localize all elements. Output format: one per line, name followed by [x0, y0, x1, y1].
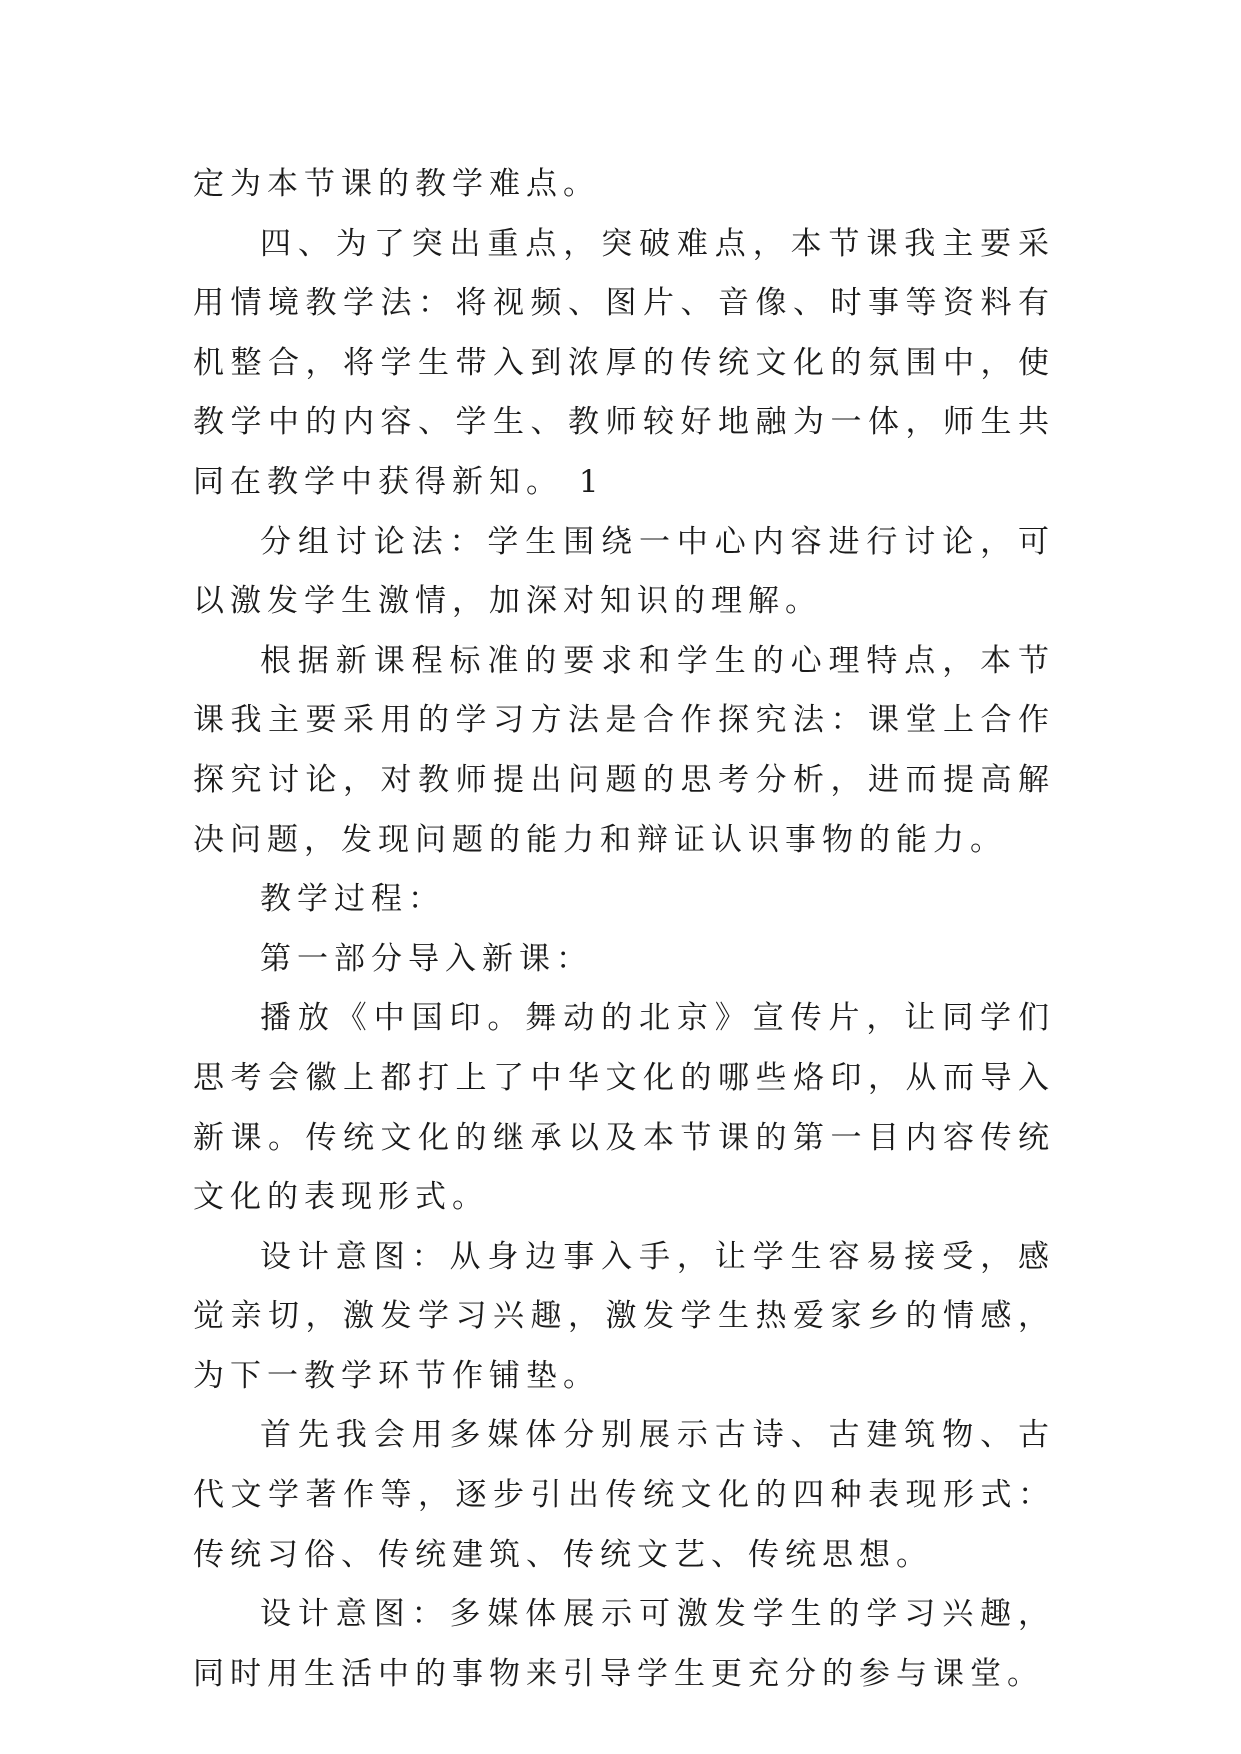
- document-body: [193, 155, 1055, 1704]
- paragraph-10: 设计意图：多媒体展示可激发学生的学习兴趣，同时用生活中的事物来引导学生更充分的参与课堂。: [193, 1596, 1055, 1692]
- paragraph-8: 设计意图：从身边事入手，让学生容易接受，感觉亲切，激发学习兴趣，激发学生热爱家乡的情感，为下一教学环节作铺垫。: [193, 1238, 1055, 1394]
- paragraph-6: 第一部分导入新课：: [260, 940, 593, 977]
- paragraph-2: 四、为了突出重点，突破难点，本节课我主要采用情境教学法：将视频、图片、音像、时事等资料有机整合，将学生带入到浓厚的传统文化的氛围中，使教学中的内容、学生、教师较好地融为一体，师生共同在教学中获得新知。 1: [193, 225, 1055, 500]
- paragraph-4: 根据新课程标准的要求和学生的心理特点，本节课我主要采用的学习方法是合作探究法：课堂上合作探究讨论，对教师提出问题的思考分析，进而提高解决问题，发现问题的能力和辩证认识事物的能力。: [193, 642, 1055, 858]
- paragraph-3: 分组讨论法：学生围绕一中心内容进行讨论，可以激发学生激情，加深对知识的理解。: [193, 523, 1055, 620]
- paragraph-1: 定为本节课的教学难点。: [193, 166, 600, 202]
- paragraph-5: 教学过程：: [260, 881, 445, 918]
- paragraph-7: 播放《中国印。舞动的北京》宣传片，让同学们思考会徽上都打上了中华文化的哪些烙印，从而导入新课。传统文化的继承以及本节课的第一目内容传统文化的表现形式。: [193, 1000, 1055, 1216]
- paragraph-9: 首先我会用多媒体分别展示古诗、古建筑物、古代文学著作等，逐步引出传统文化的四种表现形式：传统习俗、传统建筑、传统文艺、传统思想。: [193, 1417, 1055, 1573]
